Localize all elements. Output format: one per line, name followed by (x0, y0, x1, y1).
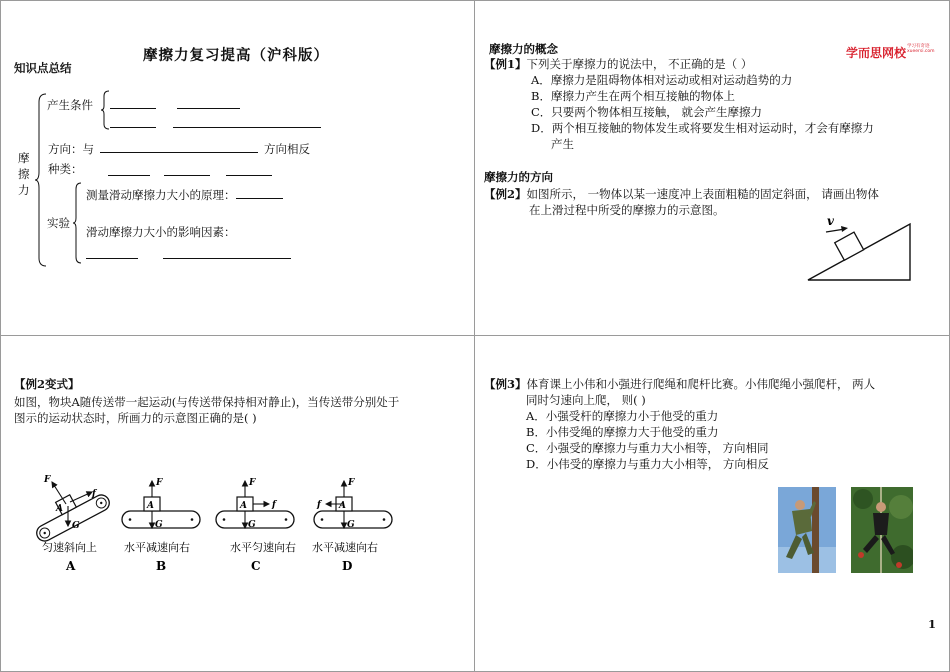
ex3-option-d: D．小伟受的摩擦力与重力大小相等， 方向相反 (526, 457, 769, 471)
ex3-option-b: B．小伟受绳的摩擦力大于他受的重力 (526, 425, 719, 439)
ex1-option-b: B．摩擦力产生在两个相互接触的物体上 (531, 89, 735, 103)
diagram-d-label-fs: f (317, 500, 321, 510)
types-blank-1[interactable] (108, 175, 150, 176)
factors-blank-2[interactable] (163, 258, 291, 259)
diagram-a-label-a: A (56, 504, 63, 514)
types-blank-3[interactable] (226, 175, 272, 176)
cause-blank-2[interactable] (177, 108, 240, 109)
ex3-line1: 【例3】体育课上小伟和小强进行爬绳和爬杆比赛。小伟爬绳小强爬杆， 两人 (484, 377, 876, 391)
cause-blank-1[interactable] (110, 108, 156, 109)
diagram-d-caption: 水平减速向右 (312, 541, 378, 554)
diagram-c-label-a: A (240, 501, 247, 511)
diagram-b-label-f: F (156, 478, 163, 488)
ex1-stem: 【例1】下列关于摩擦力的说法中， 不正确的是（ ） (484, 57, 753, 71)
principle-blank[interactable] (236, 187, 283, 199)
diagram-b (122, 478, 200, 573)
diagram-d-letter: D (342, 559, 353, 573)
diagram-c-caption: 水平匀速向右 (230, 541, 296, 554)
ex3-option-a: A．小强受杆的摩擦力小于他受的重力 (526, 409, 719, 423)
row-cause-label: 产生条件 (47, 98, 93, 112)
row-types-label: 种类： (48, 162, 83, 176)
cause-blank-4[interactable] (173, 127, 321, 128)
diagram-d (312, 478, 392, 573)
ex1-option-d: D．两个相互接触的物体发生或将要发生相对运动时，才会有摩擦力 (531, 121, 874, 135)
diagram-b-letter: B (156, 559, 167, 573)
diagram-c (216, 478, 296, 573)
diagram-c-label-fs: f (272, 500, 276, 510)
cause-brace (100, 90, 110, 130)
diagram-c-label-f: F (249, 478, 256, 488)
diagram-a-letter: A (66, 559, 76, 573)
diagram-b-label-a: A (147, 501, 154, 511)
incline-figure (800, 212, 918, 284)
diagram-d-label-a: A (339, 501, 346, 511)
vertical-label: 摩 擦 力 (18, 151, 30, 197)
diagram-a-caption: 匀速斜向上 (42, 541, 97, 554)
ex3-line2: 同时匀速向上爬， 则( ) (526, 393, 646, 407)
diagram-b-label-g: G (155, 520, 163, 530)
logo-sub: 学习有奇迹 xueersi.com (907, 44, 935, 54)
vertical-divider (474, 0, 475, 672)
photo-pole-climber (778, 487, 836, 573)
ex3-option-c: C．小强受的摩擦力与重力大小相等， 方向相同 (526, 441, 769, 455)
variant-tag: 【例2变式】 (14, 377, 80, 391)
section-direction-heading: 摩擦力的方向 (484, 170, 553, 184)
ex1-option-a: A．摩擦力是阻碍物体相对运动或相对运动趋势的力 (531, 73, 793, 87)
exp-principle: 测量滑动摩擦力大小的原理： (86, 187, 283, 203)
diagram-b-caption: 水平减速向右 (124, 541, 190, 554)
variant-line1: 如图，物块A随传送带一起运动(与传送带保持相对静止)，当传送带分别处于 (14, 395, 400, 409)
diagram-a (27, 475, 112, 573)
ex1-option-c: C．只要两个物体相互接触， 就会产生摩擦力 (531, 105, 762, 119)
variant-line2: 图示的运动状态时，所画力的示意图正确的是( ) (14, 411, 257, 425)
ex2-line1: 【例2】如图所示， 一物体以某一速度冲上表面粗糙的固定斜面， 请画出物体 (484, 187, 879, 201)
diagram-a-label-f: F (44, 475, 51, 485)
types-blank-2[interactable] (164, 175, 210, 176)
row-experiment-label: 实验 (47, 216, 70, 230)
page-number: 1 (928, 617, 937, 631)
cause-blank-3[interactable] (110, 127, 156, 128)
experiment-brace (72, 182, 82, 264)
horizontal-divider (0, 335, 950, 336)
row-direction: 方向：与 方向相反 (48, 142, 310, 156)
conveyor-diagrams (26, 470, 416, 580)
diagram-d-label-g: G (347, 520, 355, 530)
diagram-c-label-g: G (248, 520, 256, 530)
factors-blank-1[interactable] (86, 258, 138, 259)
logo: 学而思网校 (846, 46, 907, 60)
ex1-option-d-cont: 产生 (551, 137, 574, 151)
diagram-a-label-g: G (72, 521, 80, 531)
direction-blank[interactable] (100, 141, 258, 153)
diagram-a-label-fs: f (92, 489, 96, 499)
velocity-arrowhead (841, 226, 848, 232)
summary-heading: 知识点总结 (14, 61, 72, 75)
diagram-c-letter: C (251, 559, 261, 573)
exp-factors: 滑动摩擦力大小的影响因素： (86, 225, 236, 239)
velocity-label: v (827, 214, 834, 228)
photo-rope-climber (851, 487, 913, 573)
sliding-block (835, 232, 864, 260)
page-title: 摩擦力复习提高（沪科版） (143, 47, 329, 64)
ex2-line2: 在上滑过程中所受的摩擦力的示意图。 (529, 203, 725, 217)
outer-brace (34, 92, 48, 268)
section-concept-heading: 摩擦力的概念 (489, 42, 558, 56)
diagram-d-label-f: F (348, 478, 355, 488)
